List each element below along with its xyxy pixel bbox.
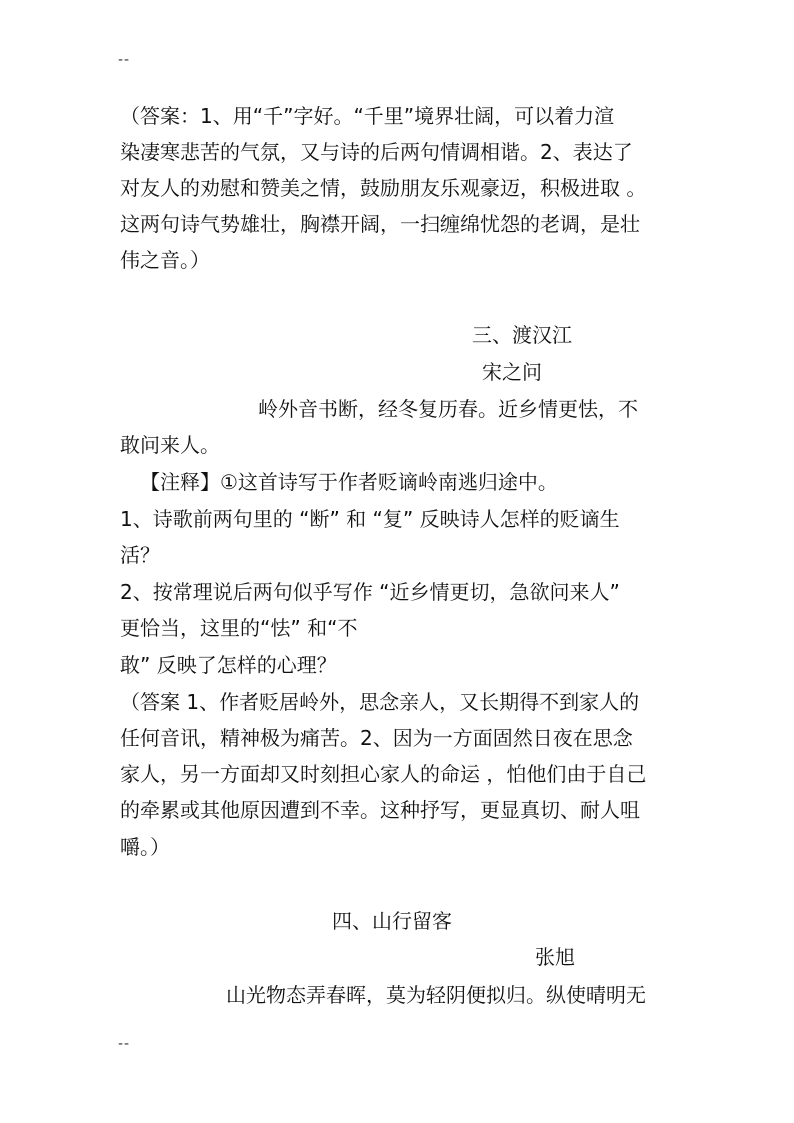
footer-mark: -- xyxy=(118,1036,131,1052)
poem-text-line: 岭外音书断，经冬复历春。近乡情更怯，不 xyxy=(258,397,638,421)
answer3-line: （答案 1、作者贬居岭外，思念亲人，又长期得不到家人的 xyxy=(120,690,640,714)
poem-title: 四、山行留客 xyxy=(332,909,452,933)
answer2-line: 伟之音。） xyxy=(120,248,210,272)
answer3-line: 的牵累或其他原因遭到不幸。这种抒写，更显真切、耐人咀 xyxy=(120,798,640,822)
poem-text-line: 敢问来人。 xyxy=(120,433,220,457)
answer3-line: 家人，另一方面却又时刻担心家人的命运 ，怕他们由于自己 xyxy=(120,762,647,786)
answer3-line: 任何音讯，精神极为痛苦。2、因为一方面固然日夜在思念 xyxy=(120,726,633,750)
question-2-line: 更恰当，这里的“怯” 和“不 xyxy=(120,616,358,640)
poem-note: 【注释】①这首诗写于作者贬谪岭南逃归途中。 xyxy=(140,470,558,494)
question-1-line: 活？ xyxy=(120,543,160,567)
poem-text-line: 山光物态弄春晖，莫为轻阴便拟归。纵使晴明无 xyxy=(226,983,646,1007)
answer3-line: 嚼。） xyxy=(120,835,170,859)
answer2-line: 对友人的劝慰和赞美之情，鼓励朋友乐观豪迈，积极进取 。 xyxy=(120,176,647,200)
poem-author: 张旭 xyxy=(535,945,575,969)
answer2-line: 染凄寒悲苦的气氛，又与诗的后两句情调相谐。2、表达了 xyxy=(120,140,633,164)
question-2-line: 2、按常理说后两句似乎写作 “近乡情更切，急欲问来人” xyxy=(120,580,620,604)
header-mark: -- xyxy=(118,52,131,68)
answer2-line: （答案：1、用“千”字好。“千里”境界壮阔，可以着力渲 xyxy=(120,104,615,128)
poem-title: 三、渡汉江 xyxy=(472,323,572,347)
poem-author: 宋之问 xyxy=(482,360,542,384)
question-1-line: 1、诗歌前两句里的 “断” 和 “复” 反映诗人怎样的贬谪生 xyxy=(120,507,620,531)
answer2-line: 这两句诗气势雄壮，胸襟开阔，一扫缠绵忧怨的老调，是壮 xyxy=(120,212,640,236)
question-2-line: 敢” 反映了怎样的心理？ xyxy=(120,653,337,677)
